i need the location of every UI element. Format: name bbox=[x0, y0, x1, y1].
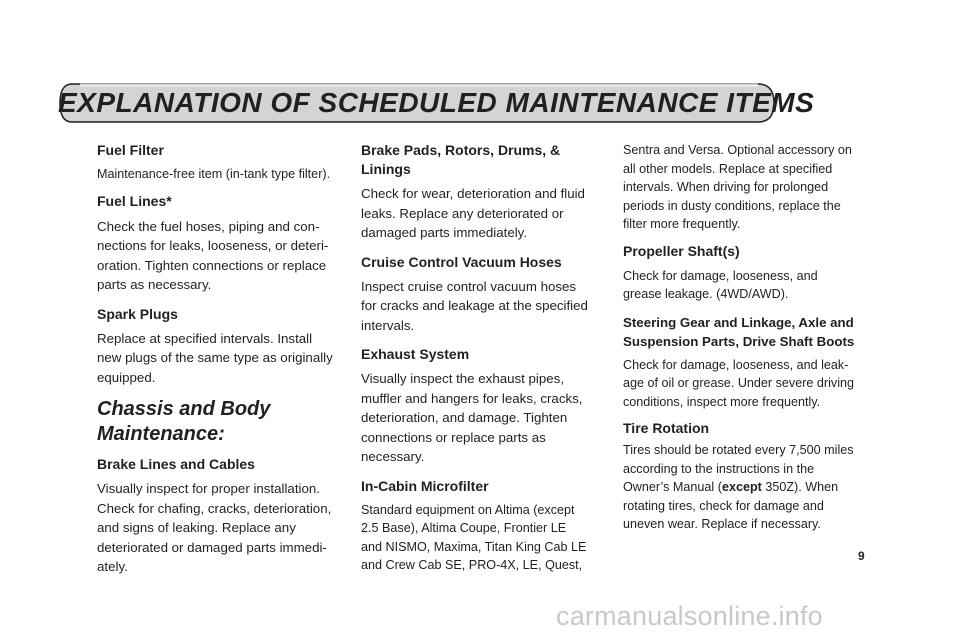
emphasis-except: except bbox=[721, 480, 762, 494]
line: for cracks and leakage at the specified bbox=[361, 298, 588, 313]
line: grease leakage. (4WD/AWD). bbox=[623, 287, 789, 301]
line: intervals. When driving for prolonged bbox=[623, 180, 829, 194]
heading-exhaust: Exhaust System bbox=[361, 346, 470, 362]
line: damaged parts immediately. bbox=[361, 225, 528, 240]
line: Linings bbox=[361, 161, 411, 177]
column-2 bbox=[361, 141, 611, 575]
column-3 bbox=[623, 141, 879, 534]
line: leaks. Replace any deteriorated or bbox=[361, 205, 564, 221]
line: connections or replace parts as bbox=[361, 429, 546, 445]
line: Visually inspect for proper installation. bbox=[97, 481, 320, 496]
line: and signs of leaking. Replace any bbox=[97, 520, 296, 535]
line: ately. bbox=[97, 559, 128, 574]
line: intervals. bbox=[361, 317, 415, 333]
text-microfilter-continued bbox=[623, 141, 879, 234]
watermark: carmanualsonline.info bbox=[556, 601, 823, 631]
line: filter more frequently. bbox=[623, 217, 741, 231]
line: conditions, inspect more frequently. bbox=[623, 394, 821, 409]
line: and Crew Cab SE, PRO-4X, LE, Quest, bbox=[361, 558, 583, 572]
heading-brake-pads bbox=[361, 141, 611, 179]
page-number: 9 bbox=[858, 549, 865, 563]
heading-spark-plugs: Spark Plugs bbox=[97, 305, 178, 322]
text-exhaust bbox=[361, 369, 611, 467]
line bbox=[623, 478, 879, 497]
line: Standard equipment on Altima (except bbox=[361, 502, 575, 517]
line: age of oil or grease. Under severe driving bbox=[623, 376, 855, 390]
line: Visually inspect the exhaust pipes, bbox=[361, 371, 565, 386]
heading-microfilter: In-Cabin Microfilter bbox=[361, 477, 489, 494]
line: Tires should be rotated every 7,500 miles bbox=[623, 443, 854, 457]
line: rotating tires, check for damage and bbox=[623, 498, 824, 513]
line: equipped. bbox=[97, 369, 156, 385]
line: all other models. Replace at specified bbox=[623, 161, 833, 176]
line: nections for leaks, looseness, or deteri- bbox=[97, 238, 329, 253]
heading-fuel-lines: Fuel Lines* bbox=[97, 192, 172, 209]
line: deteriorated or damaged parts immedi- bbox=[97, 539, 327, 555]
text-run: Owner’s Manual ( bbox=[623, 480, 722, 494]
text-steering bbox=[623, 356, 879, 412]
line: Maintenance: bbox=[97, 423, 225, 445]
section-title-chassis bbox=[97, 397, 355, 447]
text-brake-lines bbox=[97, 479, 355, 577]
line: 2.5 Base), Altima Coupe, Frontier LE bbox=[361, 521, 567, 535]
text-propeller-shaft bbox=[623, 267, 879, 304]
line: Check the fuel hoses, piping and con- bbox=[97, 218, 320, 234]
line: Replace at specified intervals. Install bbox=[97, 330, 313, 346]
text-spark-plugs bbox=[97, 329, 355, 388]
text-fuel-filter: Maintenance-free item (in-tank type filter). bbox=[97, 167, 331, 181]
heading-steering bbox=[623, 313, 879, 351]
line: new plugs of the same type as originally bbox=[97, 350, 333, 365]
heading-fuel-filter: Fuel Filter bbox=[97, 142, 164, 158]
line: Brake Pads, Rotors, Drums, & bbox=[361, 142, 561, 158]
text-fuel-lines bbox=[97, 217, 355, 295]
banner-title: EXPLANATION OF SCHEDULED MAINTENANCE ITEMS bbox=[58, 87, 815, 118]
line: Chassis and Body bbox=[97, 398, 271, 420]
line: uneven wear. Replace if necessary. bbox=[623, 517, 821, 531]
line: Check for damage, looseness, and bbox=[623, 268, 818, 283]
line: Inspect cruise control vacuum hoses bbox=[361, 278, 577, 294]
line: periods in dusty conditions, replace the bbox=[623, 198, 841, 213]
heading-propeller-shaft: Propeller Shaft(s) bbox=[623, 242, 740, 259]
line: oration. Tighten connections or replace bbox=[97, 257, 327, 273]
heading-cruise-control: Cruise Control Vacuum Hoses bbox=[361, 253, 562, 270]
line: Check for wear, deterioration and fluid bbox=[361, 186, 585, 201]
text-run: 350Z). When bbox=[761, 480, 839, 494]
text-tire-rotation bbox=[623, 441, 879, 534]
text-microfilter bbox=[361, 501, 611, 575]
line: Steering Gear and Linkage, Axle and bbox=[623, 314, 854, 330]
line: Suspension Parts, Drive Shaft Boots bbox=[623, 333, 855, 349]
line: Sentra and Versa. Optional accessory on bbox=[623, 143, 852, 157]
line: and NISMO, Maxima, Titan King Cab LE bbox=[361, 539, 587, 554]
section-banner bbox=[58, 83, 815, 123]
text-brake-pads bbox=[361, 184, 611, 243]
heading-tire-rotation: Tire Rotation bbox=[623, 420, 710, 436]
column-1 bbox=[97, 141, 355, 577]
line: deterioration, and damage. Tighten bbox=[361, 410, 568, 425]
heading-brake-lines: Brake Lines and Cables bbox=[97, 456, 255, 472]
line: according to the instructions in the bbox=[623, 461, 815, 476]
line: Check for damage, looseness, and leak- bbox=[623, 357, 849, 372]
line: necessary. bbox=[361, 449, 425, 464]
line: parts as necessary. bbox=[97, 277, 212, 292]
line: muffler and hangers for leaks, cracks, bbox=[361, 390, 583, 406]
text-cruise-control bbox=[361, 277, 611, 336]
line: Check for chafing, cracks, deterioration, bbox=[97, 500, 332, 516]
